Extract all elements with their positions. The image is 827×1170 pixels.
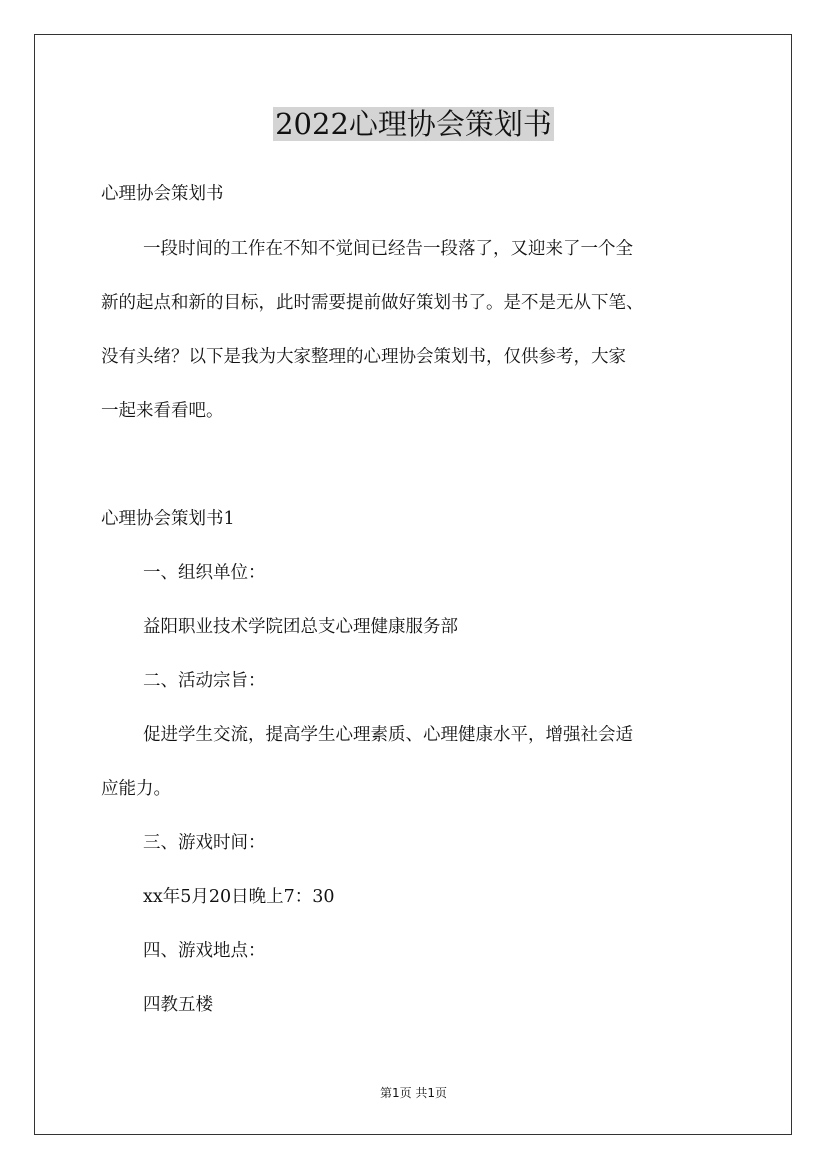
document-title bbox=[0, 104, 827, 144]
paragraph-intro-line-4: 一起来看看吧。 bbox=[101, 401, 224, 421]
item-location-value: 四教五楼 bbox=[143, 995, 213, 1015]
item-heading-time: 三、游戏时间： bbox=[143, 833, 266, 853]
item-time-value: xx年5月20日晚上7：30 bbox=[143, 887, 335, 907]
page-footer: 第1页 共1页 bbox=[379, 1086, 448, 1100]
paragraph-intro-line-3: 没有头绪？以下是我为大家整理的心理协会策划书，仅供参考，大家 bbox=[101, 347, 626, 367]
item-heading-organizer: 一、组织单位： bbox=[143, 563, 266, 583]
document-title-text: 2022心理协会策划书 bbox=[275, 107, 552, 141]
paragraph-heading: 心理协会策划书 bbox=[101, 184, 224, 204]
paragraph-intro-line-2: 新的起点和新的目标，此时需要提前做好策划书了。是不是无从下笔、 bbox=[101, 293, 644, 313]
item-purpose-line-2: 应能力。 bbox=[101, 779, 171, 799]
item-purpose-line-1: 促进学生交流，提高学生心理素质、心理健康水平，增强社会适 bbox=[143, 725, 633, 745]
paragraph-intro-line-1: 一段时间的工作在不知不觉间已经告一段落了，又迎来了一个全 bbox=[143, 239, 633, 259]
item-organizer-value: 益阳职业技术学院团总支心理健康服务部 bbox=[143, 617, 458, 637]
item-heading-purpose: 二、活动宗旨： bbox=[143, 671, 266, 691]
section-heading-1: 心理协会策划书1 bbox=[101, 509, 235, 529]
item-heading-location: 四、游戏地点： bbox=[143, 941, 266, 961]
